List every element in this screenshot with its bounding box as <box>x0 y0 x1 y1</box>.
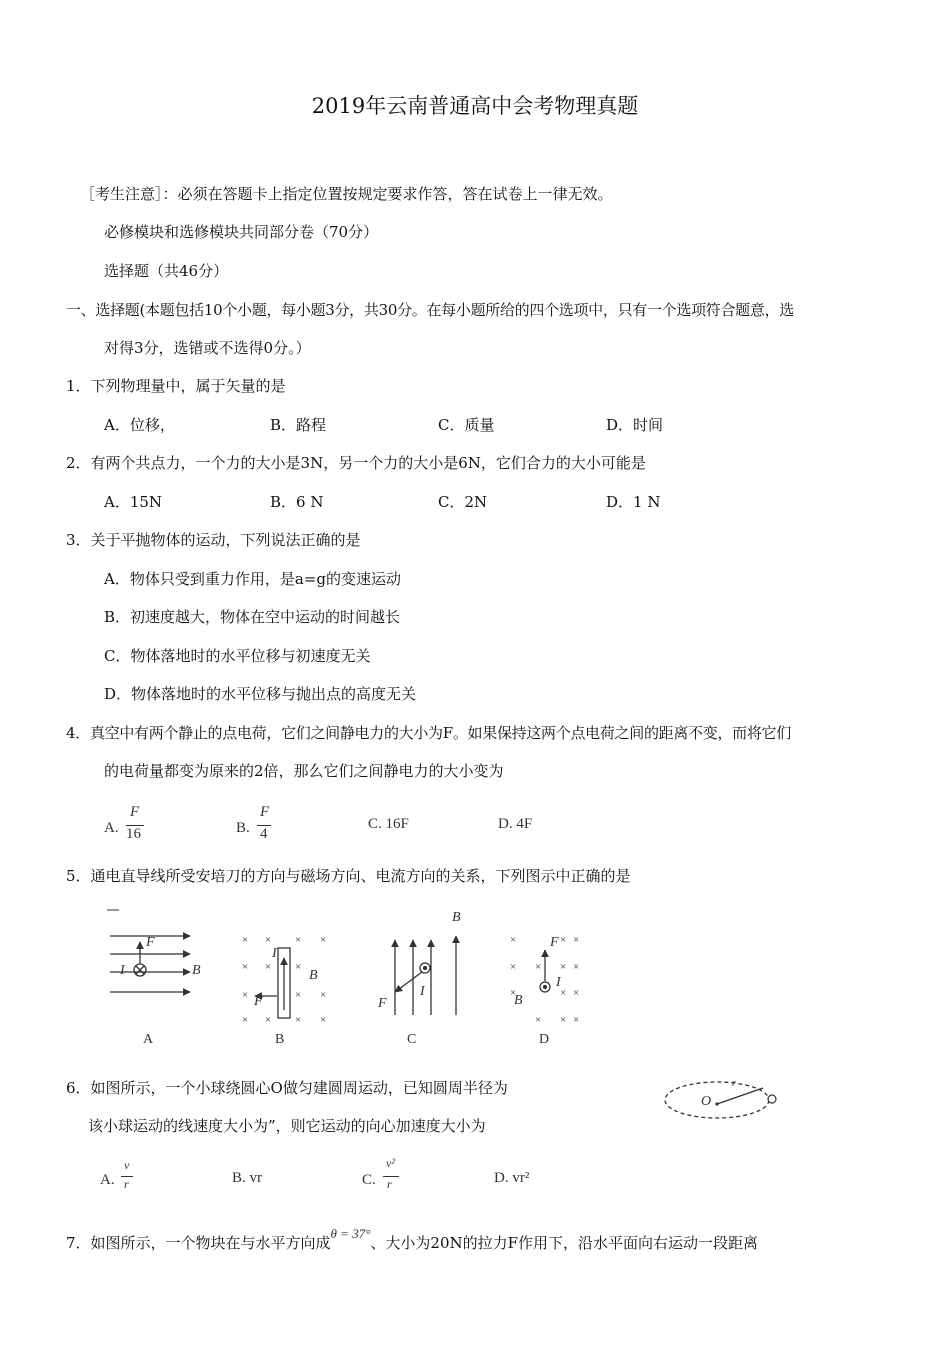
svg-text:×: × <box>265 961 272 973</box>
svg-text:×: × <box>560 961 567 973</box>
q3-option-a: A．物体只受到重力作用，是a=g的变速运动 <box>104 570 401 588</box>
question-7 <box>66 1226 759 1254</box>
svg-text:×: × <box>535 1014 542 1026</box>
q1-option-d: D．时间 <box>606 416 664 434</box>
svg-text:×: × <box>573 934 580 946</box>
q1-option-a: A．位移， <box>104 416 175 434</box>
fig-d-field-label: B <box>514 993 523 1008</box>
svg-text:×: × <box>573 987 580 999</box>
svg-text:×: × <box>510 987 517 999</box>
q6-option-c-denominator: r <box>387 1177 392 1191</box>
q7-angle: θ = 37° <box>330 1226 371 1241</box>
q5-figure-d <box>540 950 550 992</box>
fig-a-force-label: F <box>146 935 155 950</box>
q6-circle-figure <box>660 1076 782 1126</box>
svg-text:×: × <box>295 961 302 973</box>
question-6-cont: 该小球运动的线速度大小为”，则它运动的向心加速度大小为 <box>88 1117 486 1135</box>
fig-d-current-label: I <box>556 975 561 990</box>
exam-notice: ［考生注意］：必须在答题卡上指定位置按规定要求作答，答在试卷上一律无效。 <box>80 185 613 203</box>
svg-text:×: × <box>265 1014 272 1026</box>
q4-option-a-numerator: F <box>130 804 140 820</box>
svg-text:×: × <box>560 1014 567 1026</box>
q6-option-a-letter: A. <box>100 1172 115 1188</box>
part1-instructions-cont: 对得3分，选错或不选得0分。） <box>104 339 311 357</box>
svg-text:×: × <box>295 989 302 1001</box>
fig-b-field-label: B <box>309 968 318 983</box>
q4-option-c: C. 16F <box>368 816 409 832</box>
svg-text:×: × <box>510 934 517 946</box>
svg-text:×: × <box>510 961 517 973</box>
svg-text:×: × <box>320 1014 327 1026</box>
q5-figure-c <box>395 936 456 1015</box>
fig-a-field-label: B <box>192 963 201 978</box>
question-5: 5．通电直导线所受安培刀的方向与磁场方向、电流方向的关系，下列图示中正确的是 <box>66 867 631 885</box>
fig-label-c: C <box>407 1032 417 1047</box>
svg-text:×: × <box>242 1014 249 1026</box>
q6-option-c-letter: C. <box>362 1172 376 1188</box>
q3-option-b: B．初速度越大，物体在空中运动的时间越长 <box>104 608 401 626</box>
q6-option-a-denominator: r <box>124 1177 129 1191</box>
svg-text:×: × <box>295 934 302 946</box>
q4-option-a-letter: A. <box>104 820 119 836</box>
q6-option-a-numerator: v <box>124 1158 130 1172</box>
svg-text:×: × <box>560 987 567 999</box>
fig-c-field-label: B <box>452 910 461 925</box>
svg-text:×: × <box>265 934 272 946</box>
svg-text:×: × <box>573 961 580 973</box>
fig-c-current-label: I <box>420 984 425 999</box>
svg-text:×: × <box>320 989 327 1001</box>
fig-b-current-label: I <box>272 946 277 961</box>
question-1: 1．下列物理量中，属于矢量的是 <box>66 377 286 395</box>
svg-text:×: × <box>573 1014 580 1026</box>
q4-option-b-letter: B. <box>236 820 250 836</box>
q6-option-b: B. vr <box>232 1170 262 1186</box>
fig-a-current-label: I <box>120 963 125 978</box>
q6-option-d: D. vr² <box>494 1170 530 1186</box>
fig-label-d: D <box>539 1032 550 1047</box>
q3-option-c: C．物体落地时的水平位移与初速度无关 <box>104 647 371 665</box>
q2-option-d: D．1 N <box>606 493 661 511</box>
question-7-pre: 7．如图所示，一个物块在与水平方向成 <box>66 1234 331 1252</box>
q4-option-b-denominator: 4 <box>260 826 268 842</box>
q2-option-b: B．6 N <box>270 493 324 511</box>
fig-label-a: A <box>143 1032 154 1047</box>
q4-option-a-denominator: 16 <box>126 826 141 842</box>
fig-d-force-label: F <box>550 935 559 950</box>
svg-text:×: × <box>242 989 249 1001</box>
q1-option-b: B．路程 <box>270 416 327 434</box>
q4-option-d: D. 4F <box>498 816 533 832</box>
question-2: 2．有两个共点力，一个力的大小是3N，另一个力的大小是6N，它们合力的大小可能是 <box>66 454 646 472</box>
svg-text:×: × <box>242 934 249 946</box>
q6-option-c-numerator: v² <box>386 1156 395 1170</box>
question-6: 6．如图所示，一个小球绕圆心O做匀建圆周运动，已知圆周半径为 <box>66 1079 508 1097</box>
q5-figure-a <box>107 910 190 992</box>
fig-b-force-label: F <box>254 994 263 1009</box>
q3-option-d: D．物体落地时的水平位移与抛出点的高度无关 <box>104 685 417 703</box>
svg-text:×: × <box>242 961 249 973</box>
fig-label-b: B <box>275 1032 285 1047</box>
svg-text:×: × <box>560 934 567 946</box>
q6-radius-label: r <box>732 1078 736 1089</box>
q1-option-c: C．质量 <box>438 416 495 434</box>
q6-center-label: O <box>701 1094 712 1109</box>
section-heading: 必修模块和选修模块共同部分卷（70分） <box>104 223 379 241</box>
question-4-cont: 的电荷量都变为原来的2倍，那么它们之间静电力的大小变为 <box>104 762 504 780</box>
svg-text:×: × <box>295 1014 302 1026</box>
fig-c-force-label: F <box>378 996 387 1011</box>
part1-instructions: 一、选择题(本题包括10个小题，每小题3分，共30分。在每小题所给的四个选项中，只有一个选项符合题意，选 <box>66 301 794 319</box>
question-4: 4．真空中有两个静止的点电荷，它们之间静电力的大小为F。如果保持这两个点电荷之间的距离不变，而将它们 <box>66 724 791 742</box>
question-7-post: 、大小为20N的拉力F作用下，沿水平面向右运动一段距离 <box>370 1234 759 1252</box>
page-title: 2019年云南普通高中会考物理真题 <box>311 94 639 118</box>
svg-text:×: × <box>320 934 327 946</box>
q4-option-b-numerator: F <box>260 804 270 820</box>
question-3: 3．关于平抛物体的运动，下列说法正确的是 <box>66 531 361 549</box>
q2-option-c: C．2N <box>438 493 488 511</box>
choice-heading: 选择题（共46分） <box>104 262 229 280</box>
q2-option-a: A．15N <box>104 493 163 511</box>
svg-text:×: × <box>535 961 542 973</box>
